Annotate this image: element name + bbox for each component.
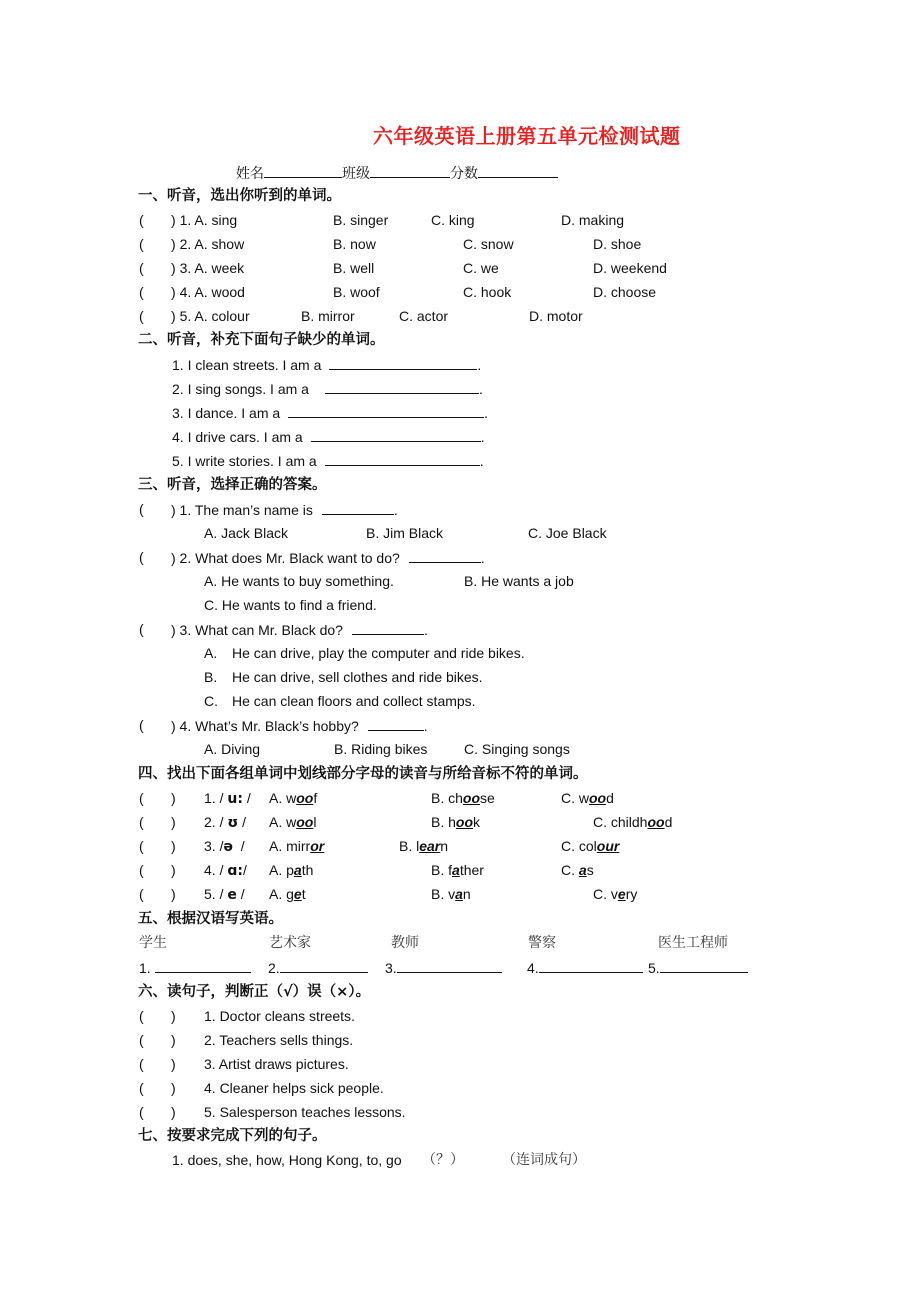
answer-blank[interactable] — [325, 379, 479, 394]
num: 1. / — [204, 790, 224, 806]
option-c: C. Joe Black — [528, 525, 607, 541]
section3-heading: 三、听音，选择正确的答案。 — [138, 477, 327, 493]
phonetic-symbol: ʊ — [227, 815, 239, 831]
instruction-text: （连词成句） — [502, 1152, 586, 1168]
class-field[interactable] — [370, 163, 450, 178]
answer-paren-open[interactable]: ( — [139, 1056, 144, 1072]
option-b: B. well — [333, 260, 375, 276]
question-text: ) 2. What does Mr. Black want to do? — [171, 550, 400, 566]
option-d: D. making — [561, 212, 625, 228]
answer-blank[interactable] — [409, 548, 481, 563]
slash: / — [246, 790, 251, 806]
option-a: A. colour — [194, 308, 250, 324]
answer-blank[interactable] — [311, 427, 481, 442]
option-a: A. He wants to buy something. — [204, 573, 394, 589]
sentence: 2. I sing songs. I am a — [172, 381, 309, 397]
paren-close: ) — [171, 1056, 176, 1072]
question-4: ) 4. What’s Mr. Black’s hobby? . — [171, 718, 428, 734]
sentence: 5. I write stories. I am a — [172, 453, 317, 469]
sentence: 3. I dance. I am a — [172, 405, 281, 421]
paren-close: ) — [171, 838, 176, 854]
num: 2. — [179, 236, 192, 252]
section6-heading: 六、读句子，判断正（√）误（×）。 — [138, 984, 371, 1000]
statement: 1. Doctor cleans streets. — [204, 1008, 355, 1024]
sentence: 1. I clean streets. I am a — [172, 357, 322, 373]
option-a: A. sing — [194, 212, 238, 228]
option-b: B. choose — [431, 790, 495, 806]
question-mark-hint: （？） — [422, 1152, 464, 1168]
item-number — [171, 259, 244, 277]
option-a: A. Diving — [204, 741, 261, 757]
option-d: D. choose — [593, 284, 657, 300]
name-field[interactable] — [264, 163, 342, 178]
answer-paren-open[interactable]: ( — [139, 308, 144, 324]
option-c: C. we — [463, 260, 499, 276]
translation-item: 2. — [268, 958, 368, 977]
paren-close: ) — [171, 212, 176, 228]
option-b-letter: B. — [204, 669, 218, 685]
option-a: A. wood — [194, 284, 245, 300]
section7-heading: 七、按要求完成下列的句子。 — [138, 1128, 327, 1144]
fill-item — [172, 427, 485, 446]
option-b: B. now — [333, 236, 376, 252]
item-number — [171, 283, 245, 301]
phonetic — [204, 861, 247, 880]
statement: 5. Salesperson teaches lessons. — [204, 1104, 406, 1120]
paren-close: ) — [171, 236, 176, 252]
fill-item — [172, 451, 484, 470]
period: . — [480, 429, 485, 445]
answer-paren-open[interactable]: ( — [139, 501, 144, 517]
num: 3. — [179, 260, 192, 276]
answer-paren-open[interactable]: ( — [139, 284, 144, 300]
paren-close: ) — [171, 790, 176, 806]
score-label: 分数 — [450, 165, 478, 181]
option-c: C. hook — [463, 284, 512, 300]
option-c: C. snow — [463, 236, 514, 252]
answer-blank[interactable] — [368, 716, 424, 731]
statement: 2. Teachers sells things. — [204, 1032, 354, 1048]
option-d: D. shoe — [593, 236, 642, 252]
answer-blank[interactable] — [329, 355, 477, 370]
phonetic — [204, 789, 251, 808]
item-number — [171, 235, 244, 253]
student-info-line — [236, 163, 558, 182]
fill-item — [172, 355, 481, 374]
period: . — [477, 357, 482, 373]
section5-heading: 五、根据汉语写英语。 — [138, 911, 283, 927]
chinese-word: 艺术家 — [269, 935, 311, 951]
question-2: ) 2. What does Mr. Black want to do? . — [171, 550, 485, 566]
answer-paren-open[interactable]: ( — [139, 212, 144, 228]
translation-item: 1. — [139, 958, 251, 977]
answer-paren-open[interactable]: ( — [139, 1008, 144, 1024]
option-a: He can drive, play the computer and ride bikes. — [232, 645, 525, 661]
answer-paren-open[interactable]: ( — [139, 1104, 144, 1120]
slash: / — [242, 814, 246, 830]
section4-heading: 四、找出下面各组单词中划线部分字母的读音与所给音标不符的单词。 — [138, 766, 588, 782]
phonetic-symbol: u: — [227, 791, 243, 807]
period: . — [478, 381, 483, 397]
phonetic — [204, 885, 245, 904]
translation-item: 4. — [527, 958, 643, 977]
question-text: ) 4. What’s Mr. Black’s hobby? — [171, 718, 359, 734]
num: 4. / — [204, 862, 224, 878]
paren-close: ) — [171, 1104, 176, 1120]
answer-paren-open[interactable]: ( — [139, 886, 144, 902]
answer-blank[interactable] — [322, 500, 394, 515]
paren-close: ) — [171, 814, 176, 830]
option-a: A. wool — [269, 814, 317, 830]
option-b: B. singer — [333, 212, 389, 228]
slash: / — [242, 862, 247, 878]
statement: 3. Artist draws pictures. — [204, 1056, 349, 1072]
paren-close: ) — [171, 1008, 176, 1024]
option-c: C. actor — [399, 308, 449, 324]
answer-paren-open[interactable]: ( — [139, 814, 144, 830]
section1-heading: 一、听音，选出你听到的单词。 — [138, 188, 341, 204]
slash: / — [240, 838, 245, 854]
word-order-item: 1. does, she, how, Hong Kong, to, go — [172, 1152, 402, 1168]
page-title: 六年级英语上册第五单元检测试题 — [373, 124, 681, 148]
option-a: A. week — [194, 260, 245, 276]
answer-paren-open[interactable]: ( — [139, 621, 144, 637]
num: 2. / — [204, 814, 224, 830]
option-c: C. as — [561, 862, 594, 878]
chinese-word: 警察 — [528, 935, 556, 951]
num: 5. / — [204, 886, 224, 902]
answer-paren-open[interactable]: ( — [139, 838, 144, 854]
slash: / — [240, 886, 245, 902]
fill-item — [172, 379, 483, 398]
option-b: B. mirror — [301, 308, 355, 324]
option-c: He can clean floors and collect stamps. — [232, 693, 476, 709]
question-text: ) 1. The man’s name is — [171, 502, 313, 518]
translation-item: 5. — [648, 958, 748, 977]
num: 5. — [179, 308, 192, 324]
option-b: B. van — [431, 886, 471, 902]
item-number — [171, 211, 237, 229]
option-c: C. He wants to find a friend. — [204, 597, 377, 613]
answer-paren-open[interactable]: ( — [139, 790, 144, 806]
score-field[interactable] — [478, 163, 558, 178]
paren-close: ) — [171, 1032, 176, 1048]
option-a: A. Jack Black — [204, 525, 289, 541]
paren-close: ) — [171, 862, 176, 878]
paren-close: ) — [171, 1080, 176, 1096]
answer-blank[interactable] — [288, 403, 484, 418]
paren-close: ) — [171, 284, 176, 300]
option-b: B. woof — [333, 284, 380, 300]
section2-heading: 二、听音，补充下面句子缺少的单词。 — [138, 332, 385, 348]
num: 4. — [179, 284, 192, 300]
num: 3. / — [204, 838, 224, 854]
period: . — [479, 453, 484, 469]
option-d: D. motor — [529, 308, 583, 324]
phonetic — [204, 813, 246, 832]
option-a: A. woof — [269, 790, 318, 806]
phonetic-symbol: e — [227, 887, 237, 903]
paren-close: ) — [171, 308, 176, 324]
answer-blank[interactable] — [539, 958, 643, 973]
option-a: A. show — [194, 236, 245, 252]
chinese-word: 学生 — [139, 935, 167, 951]
paren-close: ) — [171, 886, 176, 902]
chinese-word: 医生工程师 — [658, 935, 728, 951]
num: 1. — [179, 212, 192, 228]
option-b: B. He wants a job — [464, 573, 574, 589]
question-3: ) 3. What can Mr. Black do? . — [171, 622, 428, 638]
option-a: A. get — [269, 886, 306, 902]
option-d: D. weekend — [593, 260, 667, 276]
translation-item: 3. — [385, 958, 502, 977]
fill-item — [172, 403, 488, 422]
option-c: C. childhood — [593, 814, 673, 830]
option-c: C. king — [431, 212, 475, 228]
option-c: C. colour — [561, 838, 620, 854]
option-b: B. learn — [399, 838, 449, 854]
answer-paren-open[interactable]: ( — [139, 1032, 144, 1048]
class-label: 班级 — [342, 165, 370, 181]
answer-blank[interactable] — [155, 958, 251, 973]
answer-blank[interactable] — [352, 620, 424, 635]
answer-paren-open[interactable]: ( — [139, 862, 144, 878]
option-a: A. mirror — [269, 838, 325, 854]
answer-paren-open[interactable]: ( — [139, 260, 144, 276]
chinese-word: 教师 — [391, 935, 419, 951]
sentence: 4. I drive cars. I am a — [172, 429, 303, 445]
period: . — [484, 405, 489, 421]
answer-paren-open[interactable]: ( — [139, 1080, 144, 1096]
phonetic-symbol: ə — [223, 839, 233, 855]
statement: 4. Cleaner helps sick people. — [204, 1080, 384, 1096]
option-b: He can drive, sell clothes and ride bikes. — [232, 669, 483, 685]
answer-blank[interactable] — [660, 958, 748, 973]
item-number — [171, 307, 250, 325]
question-text: ) 3. What can Mr. Black do? — [171, 622, 343, 638]
answer-paren-open[interactable]: ( — [139, 236, 144, 252]
option-b: B. Jim Black — [366, 525, 444, 541]
answer-blank[interactable] — [397, 958, 502, 973]
question-1: ) 1. The man’s name is . — [171, 502, 398, 518]
name-label: 姓名 — [236, 165, 264, 181]
option-b: B. Riding bikes — [334, 741, 428, 757]
option-c: C. wood — [561, 790, 614, 806]
answer-paren-open[interactable]: ( — [139, 717, 144, 733]
option-c: C. Singing songs — [464, 741, 570, 757]
option-a-letter: A. — [204, 645, 218, 661]
option-b: B. hook — [431, 814, 481, 830]
answer-blank[interactable] — [325, 451, 480, 466]
answer-blank[interactable] — [280, 958, 368, 973]
option-c: C. very — [593, 886, 638, 902]
option-c-letter: C. — [204, 693, 218, 709]
answer-paren-open[interactable]: ( — [139, 549, 144, 565]
phonetic-symbol: ɑ: — [227, 863, 243, 879]
option-b: B. father — [431, 862, 484, 878]
paren-close: ) — [171, 260, 176, 276]
phonetic — [204, 837, 245, 856]
option-a: A. path — [269, 862, 314, 878]
